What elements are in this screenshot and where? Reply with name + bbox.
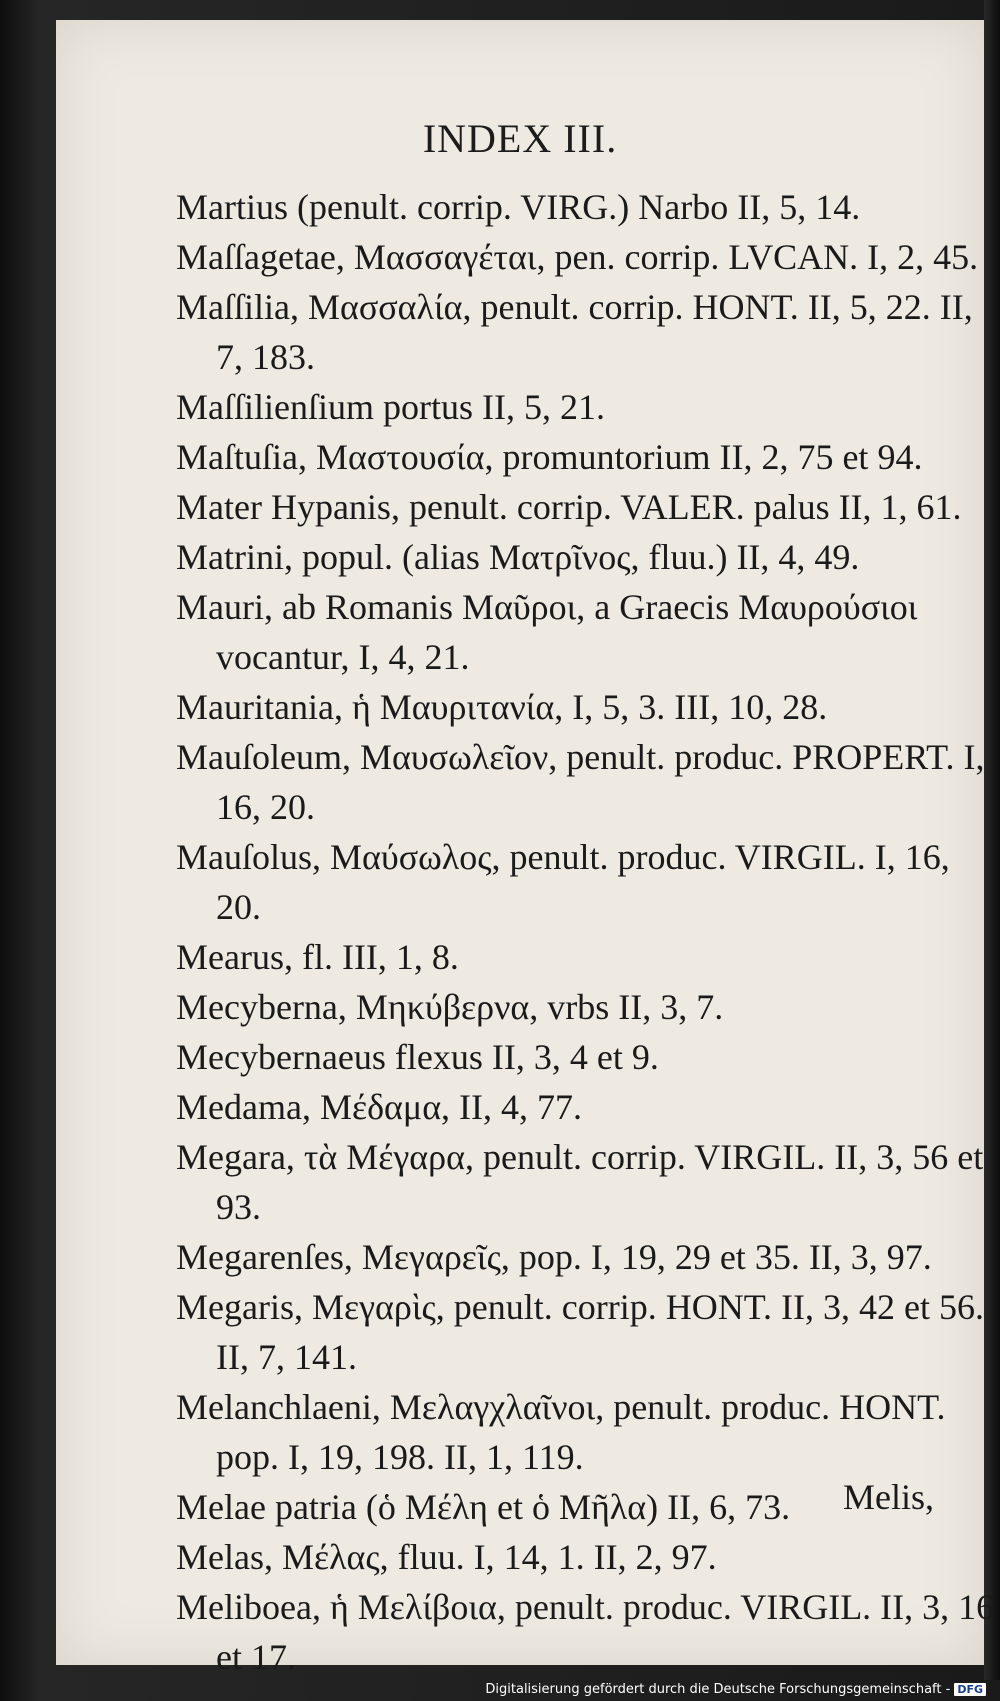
catchword: Melis, [842, 1477, 934, 1517]
index-entry: Megaris, Μεγαρὶς, penult. corrip. HONT. II, 3, 42 et 56. II, 7, 141. [176, 1287, 984, 1377]
index-entry: Mauſoleum, Μαυσωλεῖον, penult. produc. PROPERT. I, 16, 20. [176, 737, 985, 827]
index-entry: Melanchlaeni, Μελαγχλαῖνοι, penult. produc. HONT. pop. I, 19, 198. II, 1, 119. [176, 1387, 946, 1477]
index-entry: Medama, Μέδαμα, II, 4, 77. [176, 1087, 583, 1127]
index-entry: Maſſilia, Μασσαλία, penult. corrip. HONT. II, 5, 22. II, 7, 183. [176, 287, 973, 377]
index-entry: Mecyberna, Μηκύβερνα, vrbs II, 3, 7. [176, 987, 724, 1027]
index-entry: Megarenſes, Μεγαρεῖς, pop. I, 19, 29 et 35. II, 3, 97. [176, 1237, 932, 1277]
index-entry: Mauſolus, Μαύσωλος, penult. produc. VIRGIL. I, 16, 20. [176, 837, 950, 927]
index-entry: Martius (penult. corrip. VIRG.) Narbo II, 5, 14. [176, 187, 861, 227]
index-entry: Maſſagetae, Μασσαγέται, pen. corrip. LVCAN. I, 2, 45. [176, 237, 979, 277]
index-entry: Matrini, popul. (alias Ματρῖνος, fluu.) II, 4, 49. [176, 537, 860, 577]
dfg-logo: DFG [954, 1683, 986, 1696]
credit-text: Digitalisierung gefördert durch die Deutsche Forschungsgemeinschaft - [485, 1682, 951, 1697]
index-entry: Mecybernaeus flexus II, 3, 4 et 9. [176, 1037, 659, 1077]
index-entry: Mauritania, ἡ Μαυριτανία, I, 5, 3. III, 10, 28. [176, 687, 828, 727]
index-entry: Mearus, fl. III, 1, 8. [176, 937, 459, 977]
digitization-credit [485, 1682, 986, 1697]
index-entry: Melas, Μέλας, fluu. I, 14, 1. II, 2, 97. [176, 1537, 717, 1577]
index-entry: Meliboea, ἡ Μελίβοια, penult. produc. VIRGIL. II, 3, 16 et 17. [176, 1587, 995, 1677]
index-entry: Maſtuſia, Μαστουσία, promuntorium II, 2, 75 et 94. [176, 437, 923, 477]
index-entry: Melae patria (ὁ Μέλη et ὁ Μῆλα) II, 6, 73. [176, 1487, 791, 1527]
index-entry: Mater Hypanis, penult. corrip. VALER. palus II, 1, 61. [176, 487, 962, 527]
page-title: INDEX III. [422, 116, 618, 161]
index-entry: Megara, τὰ Μέγαρα, penult. corrip. VIRGIL. II, 3, 56 et 93. [176, 1137, 984, 1227]
book-page [56, 20, 995, 1677]
index-entry: Maſſilienſium portus II, 5, 21. [176, 387, 605, 427]
index-list [176, 182, 996, 1682]
index-entry: Mauri, ab Romanis Μαῦροι, a Graecis Μαυρούσιοι vocantur, I, 4, 21. [176, 587, 918, 677]
